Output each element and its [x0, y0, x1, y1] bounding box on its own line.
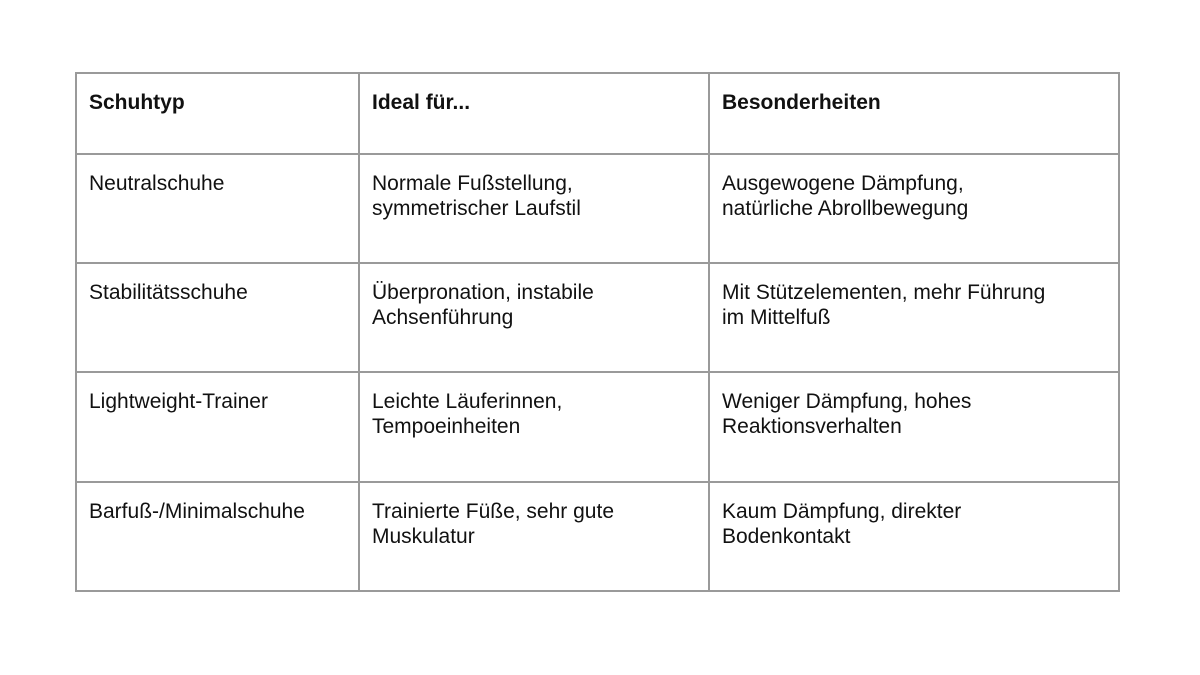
shoe-type-table	[75, 72, 1120, 592]
cell-text-line: Trainierte Füße, sehr gute	[372, 500, 614, 523]
shoe-type-table-container	[75, 72, 1118, 592]
cell-text-line: Bodenkontakt	[722, 525, 851, 548]
header-besonderheiten: Besonderheiten	[709, 73, 1119, 154]
cell-ideal-for	[359, 372, 709, 482]
cell-features	[709, 482, 1119, 591]
cell-features	[709, 372, 1119, 482]
table-row	[76, 263, 1119, 372]
cell-ideal-for	[359, 154, 709, 263]
cell-text-line: Ausgewogene Dämpfung,	[722, 172, 964, 195]
cell-text-line: Mit Stützelementen, mehr Führung	[722, 281, 1046, 304]
cell-text-line: Weniger Dämpfung, hohes	[722, 390, 972, 413]
table-row	[76, 154, 1119, 263]
cell-shoe-type: Barfuß-/Minimalschuhe	[76, 482, 359, 591]
cell-text-line: Normale Fußstellung,	[372, 172, 573, 195]
cell-shoe-type: Neutralschuhe	[76, 154, 359, 263]
table-header-row	[76, 73, 1119, 154]
cell-shoe-type: Lightweight-Trainer	[76, 372, 359, 482]
cell-text-line: Achsenführung	[372, 306, 514, 329]
cell-text-line: symmetrischer Laufstil	[372, 197, 581, 220]
cell-ideal-for	[359, 482, 709, 591]
cell-text-line: Kaum Dämpfung, direkter	[722, 500, 962, 523]
cell-shoe-type: Stabilitätsschuhe	[76, 263, 359, 372]
cell-text-line: im Mittelfuß	[722, 306, 831, 329]
header-schuhtyp: Schuhtyp	[76, 73, 359, 154]
cell-features	[709, 263, 1119, 372]
table-row	[76, 482, 1119, 591]
cell-text-line: Muskulatur	[372, 525, 475, 548]
cell-text-line: Leichte Läuferinnen,	[372, 390, 563, 413]
cell-text-line: Reaktionsverhalten	[722, 415, 902, 438]
cell-features	[709, 154, 1119, 263]
cell-ideal-for	[359, 263, 709, 372]
cell-text-line: natürliche Abrollbewegung	[722, 197, 969, 220]
cell-text-line: Überpronation, instabile	[372, 281, 594, 304]
header-ideal-fuer: Ideal für...	[359, 73, 709, 154]
table-row	[76, 372, 1119, 482]
cell-text-line: Tempoeinheiten	[372, 415, 521, 438]
